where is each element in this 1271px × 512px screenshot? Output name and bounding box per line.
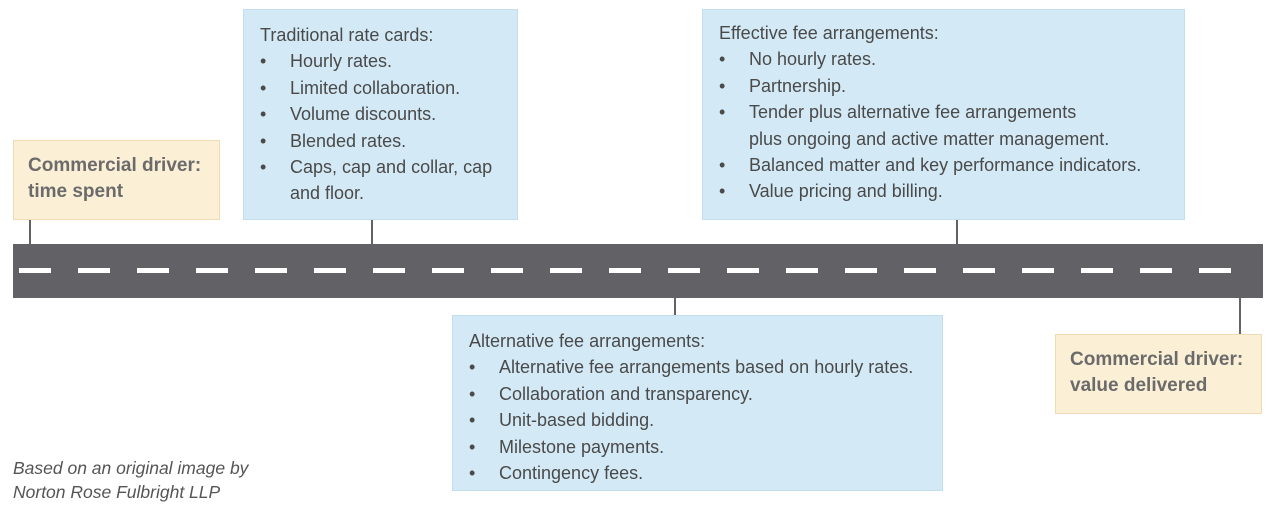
bullet-icon: • xyxy=(260,157,267,178)
card-alternative-list xyxy=(469,354,926,486)
lane-dash xyxy=(963,268,995,273)
tick-traditional xyxy=(371,219,373,244)
bullet-icon: • xyxy=(719,49,726,70)
lane-dash xyxy=(668,268,700,273)
bullet-icon: • xyxy=(469,410,476,431)
driver-time-spent-line-2: time spent xyxy=(28,181,124,202)
lane-dash xyxy=(727,268,759,273)
driver-time-spent-line-1: Commercial driver: xyxy=(28,155,202,176)
list-item: • Caps, cap and collar, cap and floor. xyxy=(260,154,501,207)
lane-dash xyxy=(904,268,936,273)
list-item: • Limited collaboration. xyxy=(260,75,501,101)
timeline-road xyxy=(13,244,1263,298)
lane-dash xyxy=(609,268,641,273)
list-item: • No hourly rates. xyxy=(719,46,1168,72)
lane-dash xyxy=(786,268,818,273)
list-item: • Milestone payments. xyxy=(469,434,926,460)
lane-dash xyxy=(432,268,464,273)
list-item: • Volume discounts. xyxy=(260,101,501,127)
card-traditional-rate-cards xyxy=(243,9,518,220)
card-traditional-list xyxy=(260,48,501,206)
bullet-icon: • xyxy=(719,75,726,96)
card-traditional-title: Traditional rate cards: xyxy=(260,25,434,45)
bullet-icon: • xyxy=(469,463,476,484)
list-item: • Alternative fee arrangements based on hourly rates. xyxy=(469,354,926,380)
list-item: • Hourly rates. xyxy=(260,48,501,74)
lane-dash xyxy=(1081,268,1113,273)
lane-dash xyxy=(1140,268,1172,273)
list-item: • Value pricing and billing. xyxy=(719,178,1168,204)
lane-dash xyxy=(255,268,287,273)
lane-dash xyxy=(373,268,405,273)
card-effective-list xyxy=(719,46,1168,204)
list-item: • Collaboration and transparency. xyxy=(469,381,926,407)
driver-value-delivered-line-2: value delivered xyxy=(1070,375,1208,396)
driver-value-delivered xyxy=(1055,334,1262,414)
bullet-icon: • xyxy=(260,77,267,98)
lane-dash xyxy=(1022,268,1054,273)
list-item: • Tender plus alternative fee arrangements plus ongoing and active matter management. xyxy=(719,99,1168,152)
bullet-icon: • xyxy=(719,102,726,123)
tick-effective xyxy=(956,219,958,244)
bullet-icon: • xyxy=(719,155,726,176)
bullet-icon: • xyxy=(469,436,476,457)
lane-dash xyxy=(491,268,523,273)
card-effective-title: Effective fee arrangements: xyxy=(719,23,939,43)
driver-time-spent xyxy=(13,140,220,220)
lane-dash xyxy=(845,268,877,273)
lane-dash xyxy=(137,268,169,273)
tick-value-delivered xyxy=(1239,298,1241,335)
footnote-line-2: Norton Rose Fulbright LLP xyxy=(13,482,221,502)
bullet-icon: • xyxy=(469,357,476,378)
card-alternative-title: Alternative fee arrangements: xyxy=(469,331,706,351)
lane-dash xyxy=(196,268,228,273)
card-alternative-fee-arrangements xyxy=(452,315,943,491)
driver-value-delivered-line-1: Commercial driver: xyxy=(1070,349,1244,370)
footnote-line-1: Based on an original image by xyxy=(13,458,249,478)
lane-dash xyxy=(19,268,51,273)
list-item: • Unit-based bidding. xyxy=(469,407,926,433)
list-item: • Balanced matter and key performance indicators. xyxy=(719,152,1168,178)
bullet-icon: • xyxy=(260,104,267,125)
lane-dash xyxy=(1199,268,1231,273)
lane-dash xyxy=(550,268,582,273)
lane-dash xyxy=(314,268,346,273)
list-item: • Contingency fees. xyxy=(469,460,926,486)
card-effective-fee-arrangements xyxy=(702,9,1185,220)
tick-time-spent xyxy=(29,219,31,244)
bullet-icon: • xyxy=(719,181,726,202)
bullet-icon: • xyxy=(469,383,476,404)
list-item: • Blended rates. xyxy=(260,128,501,154)
bullet-icon: • xyxy=(260,130,267,151)
source-footnote xyxy=(13,456,248,504)
lane-dash xyxy=(78,268,110,273)
list-item: • Partnership. xyxy=(719,73,1168,99)
bullet-icon: • xyxy=(260,51,267,72)
tick-alternative xyxy=(674,298,676,315)
